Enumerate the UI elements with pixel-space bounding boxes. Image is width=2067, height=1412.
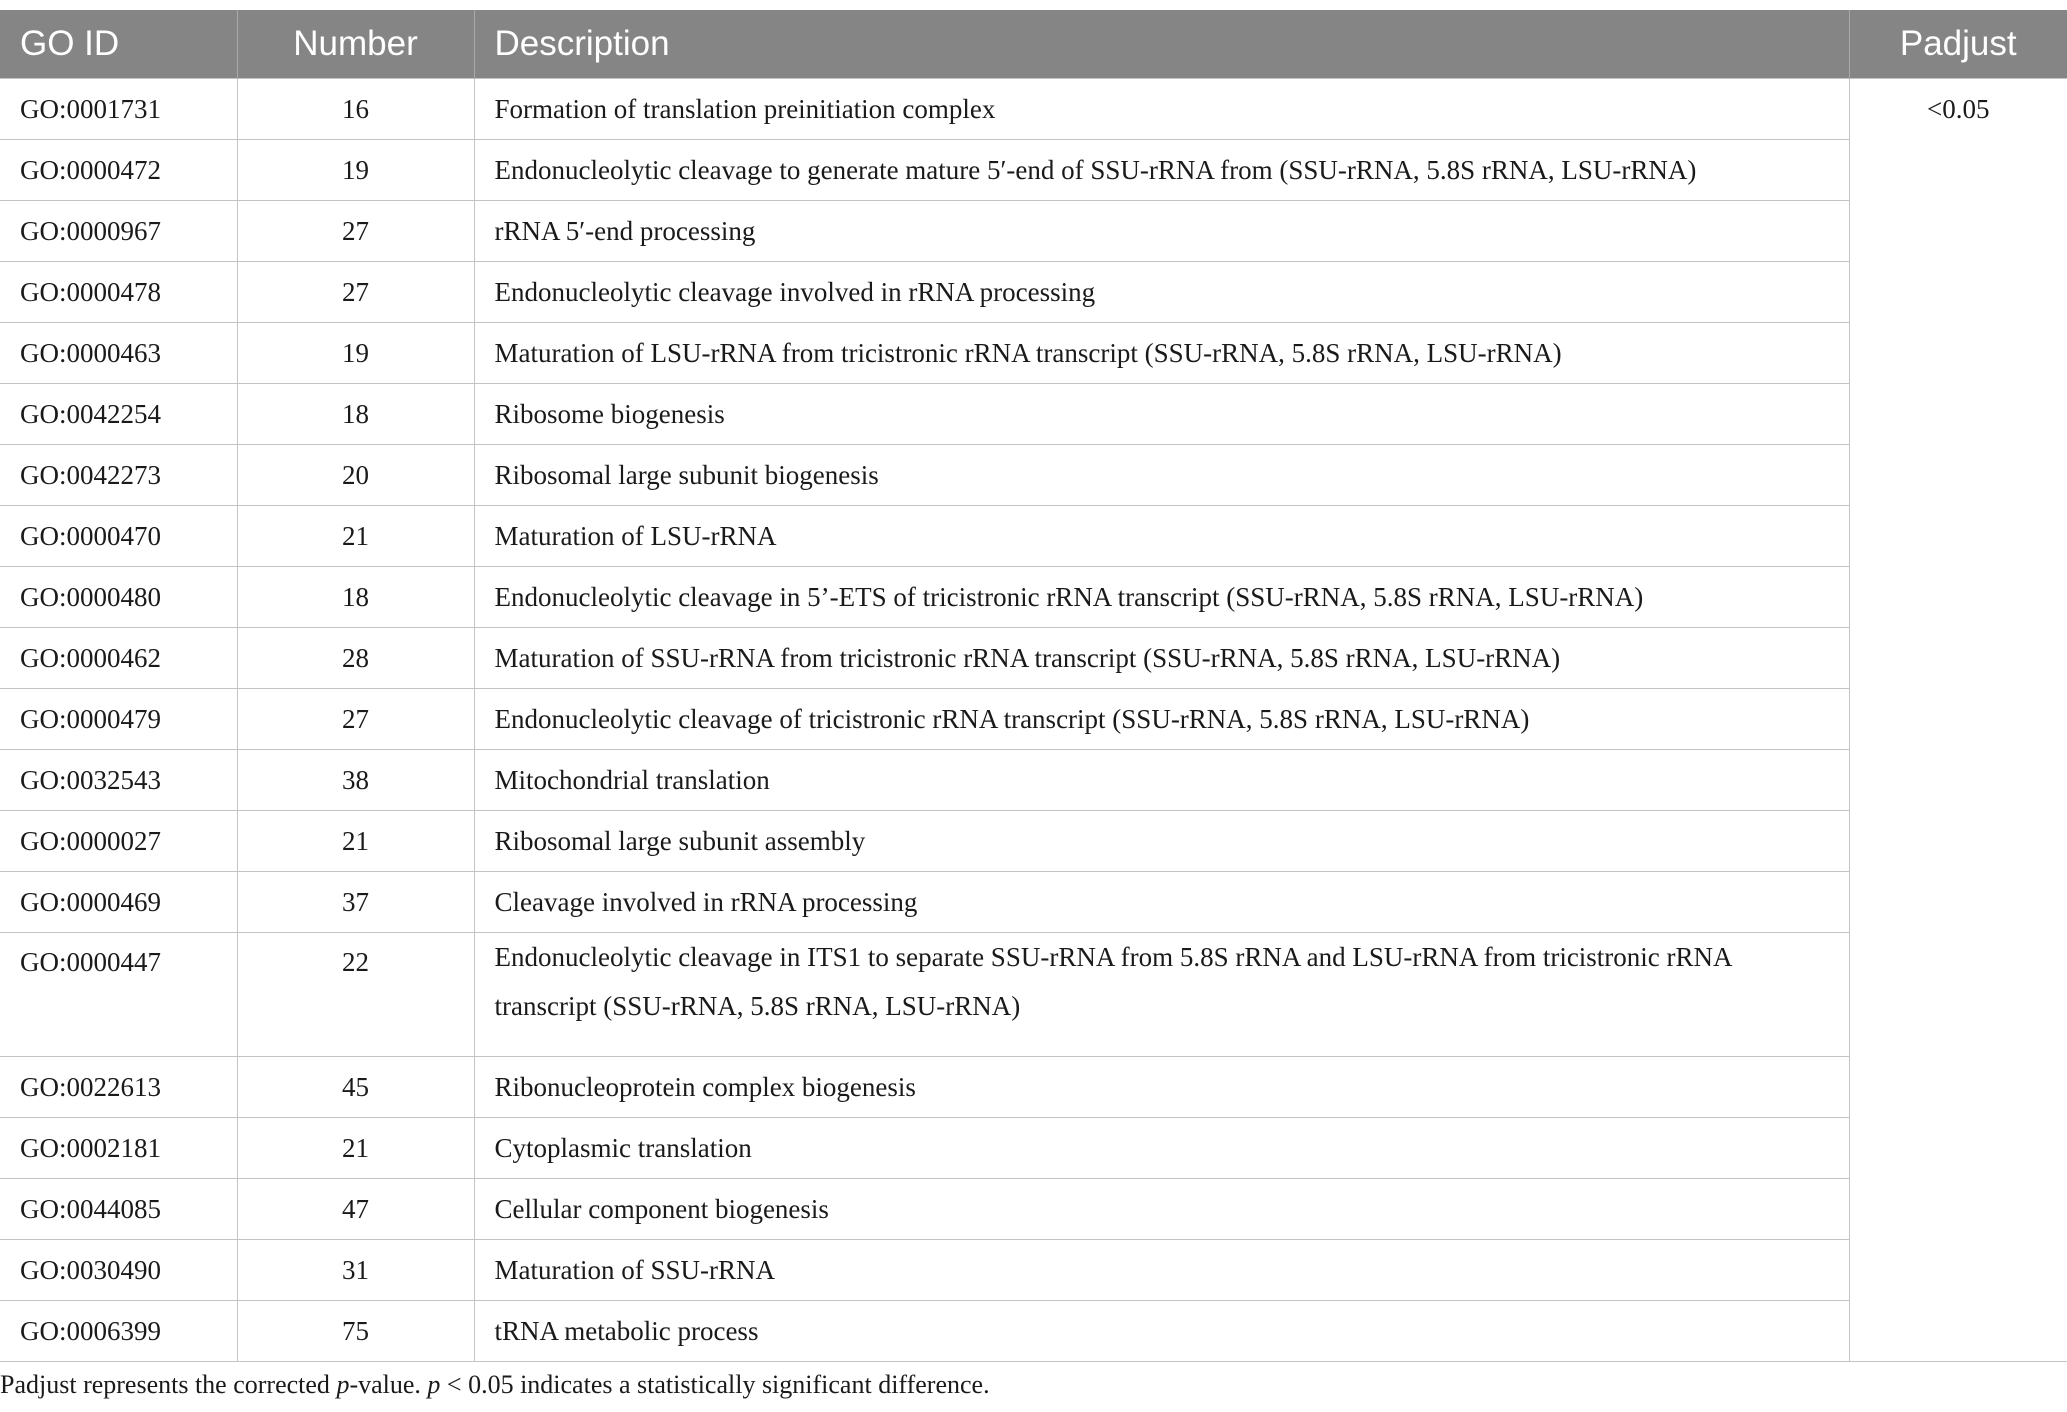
- cell-go-id: GO:0000472: [0, 140, 237, 201]
- cell-description: Endonucleolytic cleavage in 5’-ETS of tricistronic rRNA transcript (SSU-rRNA, 5.8S rRNA, LSU-rRNA): [474, 567, 1849, 628]
- cell-number: 75: [237, 1301, 474, 1362]
- cell-number: 22: [237, 933, 474, 1057]
- footnote-p-italic-1: p: [336, 1370, 350, 1399]
- table-row: [0, 689, 2067, 750]
- table-row: [0, 1118, 2067, 1179]
- cell-go-id: GO:0032543: [0, 750, 237, 811]
- cell-number: 18: [237, 567, 474, 628]
- cell-description: rRNA 5′-end processing: [474, 201, 1849, 262]
- cell-number: 21: [237, 1118, 474, 1179]
- table-row: [0, 1057, 2067, 1118]
- cell-number: 27: [237, 689, 474, 750]
- cell-description: Ribosome biogenesis: [474, 384, 1849, 445]
- table-row: [0, 323, 2067, 384]
- cell-description: Cleavage involved in rRNA processing: [474, 872, 1849, 933]
- cell-go-id: GO:0002181: [0, 1118, 237, 1179]
- cell-go-id: GO:0022613: [0, 1057, 237, 1118]
- cell-number: 31: [237, 1240, 474, 1301]
- table-row: [0, 1240, 2067, 1301]
- cell-number: 19: [237, 140, 474, 201]
- table-row: [0, 750, 2067, 811]
- table-body: [0, 79, 2067, 1362]
- cell-description: Maturation of LSU-rRNA: [474, 506, 1849, 567]
- cell-description: Maturation of LSU-rRNA from tricistronic rRNA transcript (SSU-rRNA, 5.8S rRNA, LSU-rRNA): [474, 323, 1849, 384]
- footnote-text-3: < 0.05 indicates a statistically significant difference.: [440, 1370, 990, 1399]
- cell-description: Ribosomal large subunit biogenesis: [474, 445, 1849, 506]
- table-row: [0, 628, 2067, 689]
- cell-number: 38: [237, 750, 474, 811]
- table-row: [0, 811, 2067, 872]
- cell-go-id: GO:0000469: [0, 872, 237, 933]
- cell-go-id: GO:0000480: [0, 567, 237, 628]
- table-row: [0, 872, 2067, 933]
- table-header-row: [0, 10, 2067, 79]
- table-row: [0, 201, 2067, 262]
- table-row: [0, 506, 2067, 567]
- cell-go-id: GO:0001731: [0, 79, 237, 140]
- go-enrichment-table: [0, 10, 2067, 1362]
- cell-number: 27: [237, 201, 474, 262]
- cell-go-id: GO:0044085: [0, 1179, 237, 1240]
- table-row: [0, 1179, 2067, 1240]
- cell-number: 37: [237, 872, 474, 933]
- cell-description: Maturation of SSU-rRNA from tricistronic rRNA transcript (SSU-rRNA, 5.8S rRNA, LSU-rRNA): [474, 628, 1849, 689]
- footnote-text-1: Padjust represents the corrected: [0, 1370, 337, 1399]
- cell-padjust: <0.05: [1849, 79, 2067, 1362]
- table-row: [0, 79, 2067, 140]
- go-enrichment-table-wrap: [0, 10, 2067, 1362]
- table-row: [0, 933, 2067, 1057]
- header-padjust: Padjust: [1849, 10, 2067, 79]
- table-row: [0, 384, 2067, 445]
- footnote-text-2: -value.: [349, 1370, 428, 1399]
- cell-go-id: GO:0000462: [0, 628, 237, 689]
- cell-description: Maturation of SSU-rRNA: [474, 1240, 1849, 1301]
- cell-description: Cytoplasmic translation: [474, 1118, 1849, 1179]
- cell-number: 20: [237, 445, 474, 506]
- cell-go-id: GO:0000447: [0, 933, 237, 1057]
- cell-go-id: GO:0000470: [0, 506, 237, 567]
- table-row: [0, 140, 2067, 201]
- cell-description: tRNA metabolic process: [474, 1301, 1849, 1362]
- table-row: [0, 445, 2067, 506]
- table-row: [0, 567, 2067, 628]
- cell-description: Cellular component biogenesis: [474, 1179, 1849, 1240]
- header-number: Number: [237, 10, 474, 79]
- table-footnote: [0, 1370, 990, 1400]
- cell-go-id: GO:0000027: [0, 811, 237, 872]
- header-description: Description: [474, 10, 1849, 79]
- cell-description: Ribonucleoprotein complex biogenesis: [474, 1057, 1849, 1118]
- cell-number: 21: [237, 811, 474, 872]
- cell-description: Endonucleolytic cleavage to generate mature 5′-end of SSU-rRNA from (SSU-rRNA, 5.8S rRNA, LSU-rRNA): [474, 140, 1849, 201]
- table-row: [0, 1301, 2067, 1362]
- cell-description: Endonucleolytic cleavage in ITS1 to separate SSU-rRNA from 5.8S rRNA and LSU-rRNA from tricistronic rRNA transcript (SSU-rRNA, 5.8S rRNA, LSU-rRNA): [474, 933, 1849, 1057]
- cell-number: 18: [237, 384, 474, 445]
- cell-number: 28: [237, 628, 474, 689]
- cell-number: 45: [237, 1057, 474, 1118]
- footnote-p-italic-2: p: [427, 1370, 441, 1399]
- cell-description: Endonucleolytic cleavage involved in rRNA processing: [474, 262, 1849, 323]
- cell-number: 21: [237, 506, 474, 567]
- cell-description: Ribosomal large subunit assembly: [474, 811, 1849, 872]
- cell-go-id: GO:0000479: [0, 689, 237, 750]
- cell-number: 19: [237, 323, 474, 384]
- cell-go-id: GO:0042254: [0, 384, 237, 445]
- cell-go-id: GO:0000463: [0, 323, 237, 384]
- cell-number: 16: [237, 79, 474, 140]
- cell-number: 27: [237, 262, 474, 323]
- cell-description: Formation of translation preinitiation complex: [474, 79, 1849, 140]
- header-go-id: GO ID: [0, 10, 237, 79]
- cell-go-id: GO:0000967: [0, 201, 237, 262]
- cell-go-id: GO:0042273: [0, 445, 237, 506]
- cell-description: Endonucleolytic cleavage of tricistronic rRNA transcript (SSU-rRNA, 5.8S rRNA, LSU-rRNA): [474, 689, 1849, 750]
- cell-number: 47: [237, 1179, 474, 1240]
- cell-description: Mitochondrial translation: [474, 750, 1849, 811]
- cell-go-id: GO:0006399: [0, 1301, 237, 1362]
- cell-go-id: GO:0000478: [0, 262, 237, 323]
- table-row: [0, 262, 2067, 323]
- cell-go-id: GO:0030490: [0, 1240, 237, 1301]
